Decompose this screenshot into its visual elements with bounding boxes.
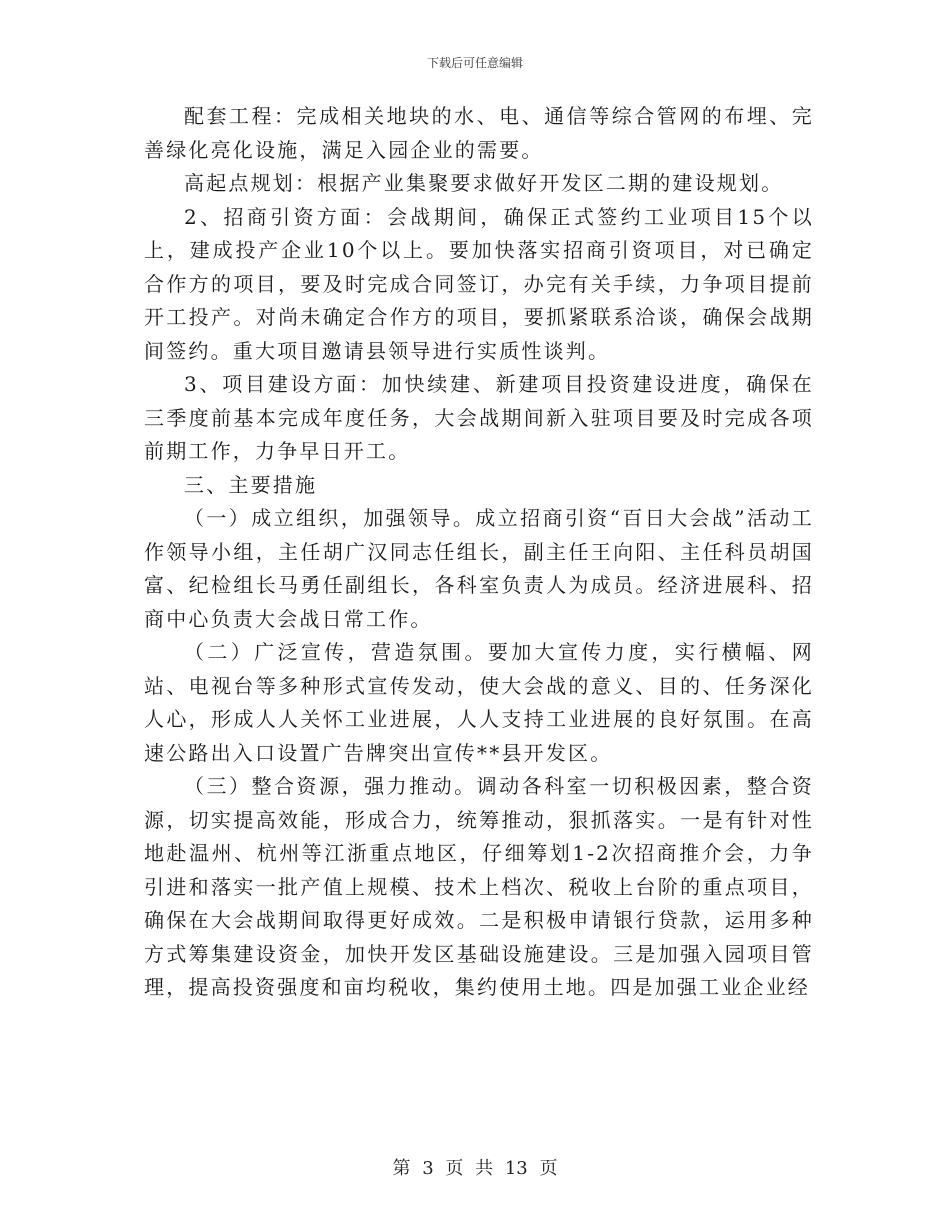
document-body: [144, 100, 814, 1005]
paragraph-supporting-works: 配套工程：完成相关地块的水、电、通信等综合管网的布埋、完善绿化亮化设施，满足入园企业的需要。: [144, 104, 814, 162]
paragraph-publicity: （二）广泛宣传，营造氛围。要加大宣传力度，实行横幅、网站、电视台等多种形式宣传发动，使大会战的意义、目的、任务深化人心，形成人人关怀工业进展，人人支持工业进展的良好氛围。在高速公路出入口设置广告牌突出宣传**县开发区。: [144, 640, 814, 765]
paragraph-resources: （三）整合资源，强力推动。调动各科室一切积极因素，整合资源，切实提高效能，形成合力，统筹推动，狠抓落实。一是有针对性地赴温州、杭州等江浙重点地区，仔细筹划1-2次招商推介会，力争引进和落实一批产值上规模、技术上档次、税收上台阶的重点项目，确保在大会战期间取得更好成效。二是积极申请银行贷款，运用多种方式筹集建设资金，加快开发区基础设施建设。三是加强入园项目管理，提高投资强度和亩均税收，集约使用土地。四是加强工业企业经: [144, 774, 814, 999]
paragraph-organization: （一）成立组织，加强领导。成立招商引资“百日大会战”活动工作领导小组，主任胡广汉同志任组长，副主任王向阳、主任科员胡国富、纪检组长马勇任副组长，各科室负责人为成员。经济进展科、招商中心负责大会战日常工作。: [144, 506, 814, 631]
paragraph-investment: 2、招商引资方面：会战期间，确保正式签约工业项目15个以上，建成投产企业10个以上。要加快落实招商引资项目，对已确定合作方的项目，要及时完成合同签订，办完有关手续，力争项目提前开工投产。对尚未确定合作方的项目，要抓紧联系洽谈，确保会战期间签约。重大项目邀请县领导进行实质性谈判。: [144, 204, 814, 363]
page-header: 下载后可任意编辑: [426, 56, 523, 70]
paragraph-project-construction: 3、项目建设方面：加快续建、新建项目投资建设进度，确保在三季度前基本完成年度任务，大会战期间新入驻项目要及时完成各项前期工作，力争早日开工。: [144, 372, 814, 463]
paragraph-planning: 高起点规划：根据产业集聚要求做好开发区二期的建设规划。: [184, 171, 784, 195]
section-heading-measures: 三、主要措施: [184, 472, 318, 497]
page-number: 第 3 页 共 13 页: [392, 1158, 558, 1179]
